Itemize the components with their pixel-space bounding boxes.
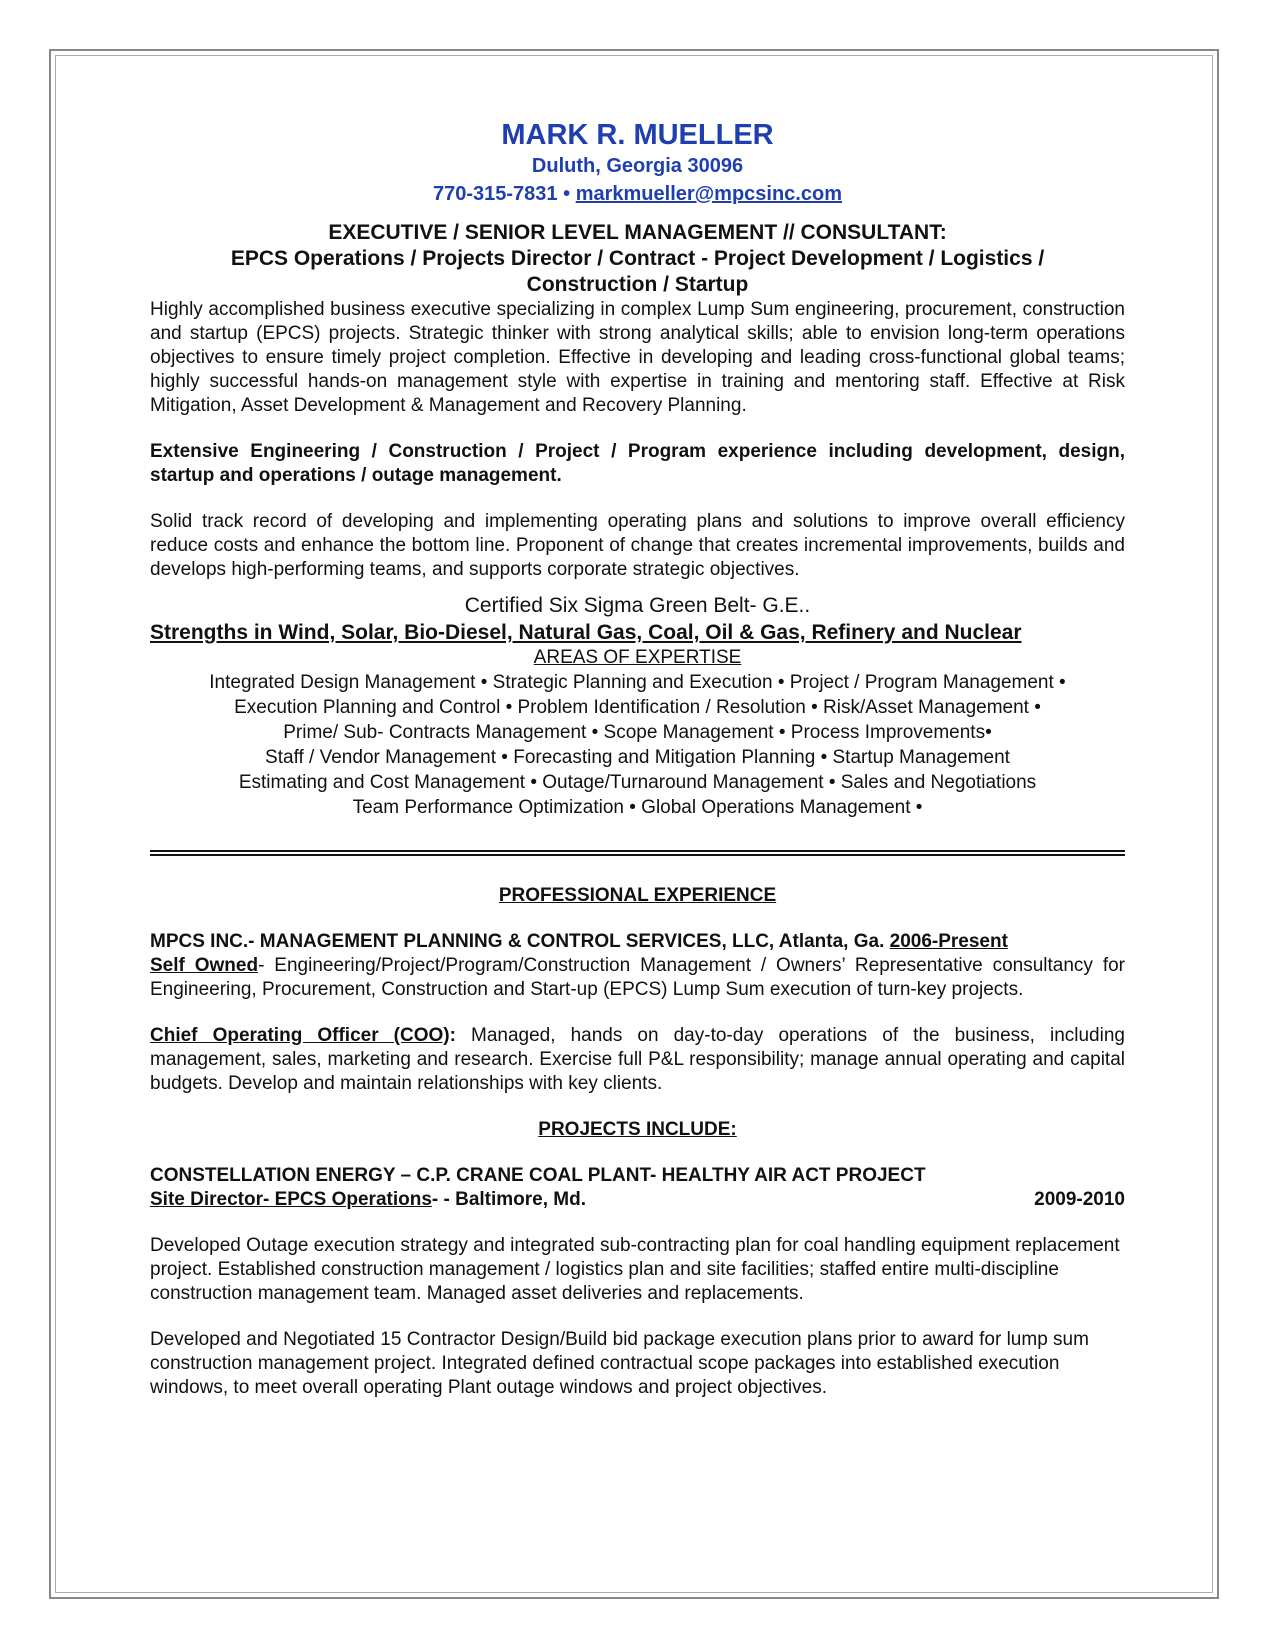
strengths-line: Strengths in Wind, Solar, Bio-Diesel, Natural Gas, Coal, Oil & Gas, Refinery and Nuclear <box>150 621 1022 644</box>
project-location: - - Baltimore, Md. <box>431 1189 587 1210</box>
headline-line-3: Construction / Startup <box>526 273 749 296</box>
project-paragraph-2: Developed and Negotiated 15 Contractor Design/Build bid package execution plans prior to award for lump sum construction management project. Integrated defined contractual scope packages into established execution windows, to meet overall operating Plant outage windows and project objectives. <box>150 1329 1089 1398</box>
email-link[interactable]: markmueller@mpcsinc.com <box>575 183 842 205</box>
resume-page <box>150 118 1125 1400</box>
resume-header <box>150 118 1125 208</box>
projects-title: PROJECTS INCLUDE: <box>538 1119 737 1140</box>
project-role-line <box>150 1188 586 1212</box>
bullet-separator: • <box>563 183 571 205</box>
self-owned-text: - Engineering/Project/Program/Construction Management / Owners’ Representative consultancy for Engineering, Procurement, Construction and Start-up (EPCS) Lump Sum execution of turn-key projects. <box>150 955 1125 1000</box>
phone-number: 770-315-7831 <box>433 183 558 205</box>
summary-paragraph-3: Solid track record of developing and implementing operating plans and solutions to improve overall efficiency reduce costs and enhance the bottom line. Proponent of change that creates incremental improvements, builds and develops high-performing teams, and supports corporate strategic objectives. <box>150 511 1125 580</box>
expertise-line: Team Performance Optimization • Global Operations Management • <box>352 797 923 818</box>
company-name: MPCS INC.- MANAGEMENT PLANNING & CONTROL SERVICES, LLC, Atlanta, Ga. <box>150 931 890 952</box>
summary-paragraph-1: Highly accomplished business executive specializing in complex Lump Sum engineering, procurement, construction and startup (EPCS) projects. Strategic thinker with strong analytical skills; able to envision long-term operations objectives to ensure timely project completion. Effective in developing and leading cross-functional global teams; highly successful hands-on management style with expertise in training and mentoring staff. Effective at Risk Mitigation, Asset Development & Management and Recovery Planning. <box>150 299 1125 416</box>
project-paragraph-1: Developed Outage execution strategy and integrated sub-contracting plan for coal handling equipment replacement project. Established construction management / logistics plan and site facilities; staffed entire multi-discipline construction management team. Managed asset deliveries and replacements. <box>150 1235 1120 1304</box>
areas-of-expertise <box>150 646 1125 820</box>
project-dates: 2009-2010 <box>1034 1189 1125 1210</box>
self-owned-label: Self Owned <box>150 955 259 976</box>
expertise-line: Execution Planning and Control • Problem Identification / Resolution • Risk/Asset Management • <box>234 697 1041 718</box>
headline <box>150 220 1125 298</box>
experience-title: PROFESSIONAL EXPERIENCE <box>498 885 777 906</box>
expertise-line: Prime/ Sub- Contracts Management • Scope Management • Process Improvements• <box>283 722 992 743</box>
company-line <box>150 930 1125 954</box>
candidate-name: MARK R. MUELLER <box>501 119 774 151</box>
coo-colon: : <box>449 1025 456 1046</box>
summary-paragraph-2: Extensive Engineering / Construction / Project / Program experience including development, design, startup and operations / outage management. <box>150 441 1125 486</box>
coo-paragraph <box>150 1024 1125 1096</box>
contact-line <box>150 180 1125 208</box>
headline-line-1: EXECUTIVE / SENIOR LEVEL MANAGEMENT // CONSULTANT: <box>328 221 947 244</box>
expertise-line: Integrated Design Management • Strategic Planning and Execution • Project / Program Management • <box>209 672 1066 693</box>
project-name: CONSTELLATION ENERGY – C.P. CRANE COAL PLANT- HEALTHY AIR ACT PROJECT <box>150 1165 926 1186</box>
expertise-line: Estimating and Cost Management • Outage/Turnaround Management • Sales and Negotiations <box>238 772 1037 793</box>
section-divider <box>150 850 1125 856</box>
project-role: Site Director- EPCS Operations <box>150 1189 432 1210</box>
expertise-line: Staff / Vendor Management • Forecasting and Mitigation Planning • Startup Management <box>265 747 1010 768</box>
certification: Certified Six Sigma Green Belt- G.E.. <box>464 594 811 617</box>
project-role-row <box>150 1188 1125 1212</box>
coo-text: Managed, hands on day-to-day operations of the business, including management, sales, marketing and research. Exercise full P&L responsibility; manage annual operating and capital budgets. Develop and maintain relationships with key clients. <box>150 1025 1125 1094</box>
candidate-location: Duluth, Georgia 30096 <box>531 155 744 177</box>
self-owned-paragraph <box>150 954 1125 1002</box>
expertise-title: AREAS OF EXPERTISE <box>533 647 742 668</box>
coo-label: Chief Operating Officer (COO) <box>150 1025 450 1046</box>
headline-line-2: EPCS Operations / Projects Director / Contract - Project Development / Logistics / <box>230 247 1045 270</box>
company-dates: 2006-Present <box>889 931 1008 952</box>
